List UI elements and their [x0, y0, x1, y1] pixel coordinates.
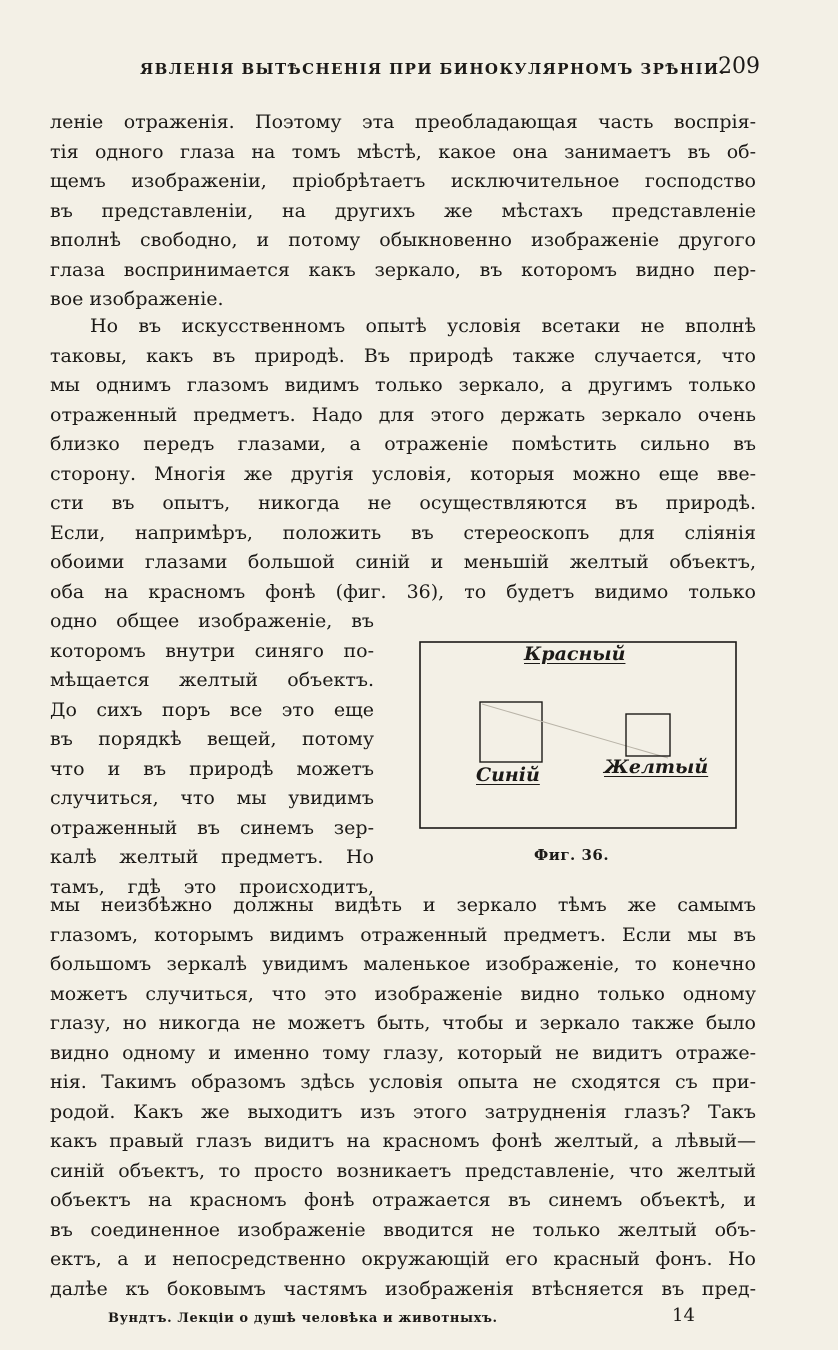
text-line: видно одному и именно тому глазу, который не видитъ отраже- [50, 1041, 756, 1064]
text-line: отраженный предметъ. Надо для этого держать зеркало очень [50, 403, 756, 426]
figure-caption: Фиг. 36. [534, 846, 610, 864]
text-line: глазомъ, которымъ видимъ отраженный предметъ. Если мы въ [50, 923, 756, 946]
text-line: далѣе къ боковымъ частямъ изображенія втѣсняется въ пред- [50, 1277, 756, 1300]
reflection-line [482, 704, 668, 758]
text-line: Но въ искусственномъ опытѣ условія всетаки не вполнѣ [90, 315, 756, 337]
text-line: въ представленіи, на другихъ же мѣстахъ представленіе [50, 199, 756, 222]
text-line: глаза воспринимается какъ зеркало, въ которомъ видно пер- [50, 258, 756, 281]
label-blue: Синій [476, 764, 540, 786]
text-line: сторону. Многія же другія условія, которыя можно еще вве- [50, 462, 756, 485]
text-line: оба на красномъ фонѣ (фиг. 36), то будетъ видимо только [50, 580, 756, 603]
text-line: отраженный въ синемъ зер- [50, 816, 374, 839]
label-yellow: Желтый [604, 756, 709, 778]
running-title: ЯВЛЕНІЯ ВЫТѢСНЕНІЯ ПРИ БИНОКУЛЯРНОМЪ ЗРѢНІИ. [140, 60, 727, 78]
text-line: одно общее изображеніе, въ [50, 610, 374, 632]
text-line: большомъ зеркалѣ увидимъ маленькое изображеніе, то конечно [50, 953, 756, 975]
text-line: вое изображеніе. [50, 288, 224, 310]
red-background-frame [420, 642, 736, 828]
paragraph [50, 312, 756, 607]
text-line: вполнѣ свободно, и потому обыкновенно изображеніе другого [50, 229, 756, 251]
text-line: мы однимъ глазомъ видимъ только зеркало, а другимъ только [50, 374, 756, 396]
text-line: До сихъ поръ все это еще [50, 698, 374, 721]
figure-36 [418, 640, 738, 836]
text-line: глазу, но никогда не можетъ быть, чтобы и зеркало также было [50, 1012, 756, 1034]
yellow-object-square [626, 714, 670, 756]
paragraph-continued [50, 108, 756, 315]
text-line: сти въ опытъ, никогда не осуществляются въ природѣ. [50, 492, 756, 514]
text-line: какъ правый глазъ видитъ на красномъ фонѣ желтый, а лѣвый— [50, 1130, 756, 1152]
text-line: случиться, что мы увидимъ [50, 787, 374, 809]
text-line: ектъ, а и непосредственно окружающій его красный фонъ. Но [50, 1248, 756, 1270]
text-line: которомъ внутри синяго по- [50, 639, 374, 662]
text-line: въ соединенное изображеніе вводится не только желтый объ- [50, 1218, 756, 1241]
text-line: леніе отраженія. Поэтому эта преобладающая часть воспрія- [50, 111, 756, 133]
text-line: калѣ желтый предметъ. Но [50, 846, 374, 868]
text-line: Если, напримѣръ, положить въ стереоскопъ для слiянія [50, 521, 756, 544]
text-line: близко передъ глазами, а отраженіе помѣстить сильно въ [50, 433, 756, 455]
text-line: синій объектъ, то просто возникаетъ представленіе, что желтый [50, 1159, 756, 1182]
page-number: 209 [718, 54, 760, 79]
text-line: родой. Какъ же выходитъ изъ этого затрудненія глазъ? Такъ [50, 1100, 756, 1123]
text-line: что и въ природѣ можетъ [50, 757, 374, 780]
text-line: таковы, какъ въ природѣ. Въ природѣ также случается, что [50, 344, 756, 367]
text-line: обоими глазами большой синій и меньшій желтый объектъ, [50, 551, 756, 573]
page-header [50, 54, 760, 84]
blue-object-square [480, 702, 542, 762]
text-line: тамъ, гдѣ это происходитъ, [50, 875, 374, 898]
paragraph-continued-after-figure [50, 891, 756, 1304]
text-line: мѣщается желтый объектъ. [50, 669, 374, 691]
figure-diagram [418, 640, 738, 836]
text-line: объектъ на красномъ фонѣ отражается въ синемъ объектѣ, и [50, 1189, 756, 1211]
text-line: можетъ случиться, что это изображеніе видно только одному [50, 982, 756, 1005]
text-line: въ порядкѣ вещей, потому [50, 728, 374, 750]
footer-signature: Вундтъ. Лекціи о душѣ человѣка и животныхъ. [108, 1311, 498, 1326]
text-line: тія одного глаза на томъ мѣстѣ, какое она занимаетъ въ об- [50, 140, 756, 163]
text-line: нія. Такимъ образомъ здѣсь условія опыта не сходятся съ при- [50, 1071, 756, 1093]
footer-signature-number: 14 [672, 1305, 695, 1326]
text-line: щемъ изображеніи, пріобрѣтаетъ исключительное господство [50, 170, 756, 192]
paragraph-beside-figure [50, 607, 374, 902]
label-red: Красный [524, 643, 626, 665]
text-line: мы неизбѣжно должны видѣть и зеркало тѣмъ же самымъ [50, 894, 756, 916]
